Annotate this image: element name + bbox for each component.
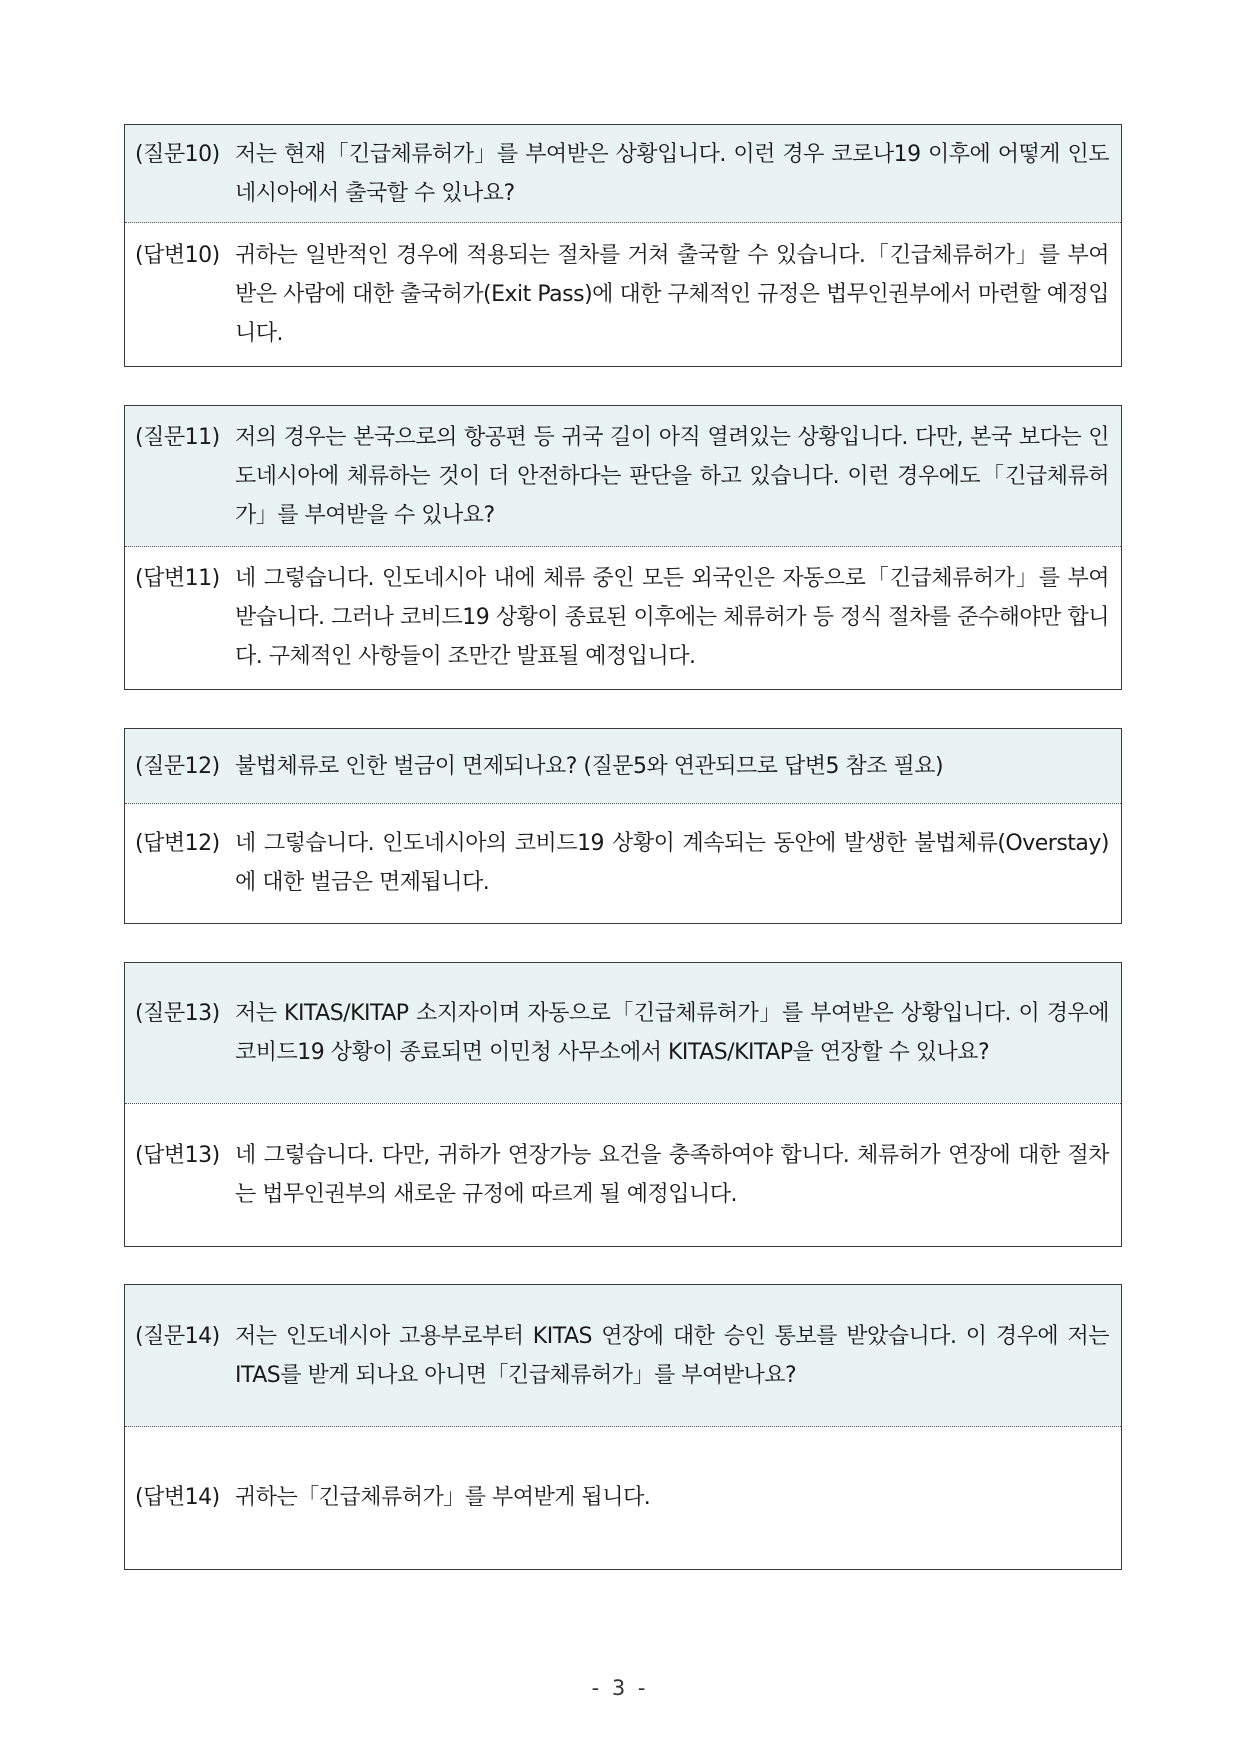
question-label: (질문14) (135, 1323, 220, 1349)
question-label: (질문13) (135, 1001, 220, 1026)
answer-12 (125, 804, 1121, 922)
answer-10 (125, 223, 1121, 365)
question-text: 불법체류로 인한 벌금이 면제되나요? (질문5와 연관되므로 답변5 참조 필요) (235, 753, 944, 779)
qa-block-12 (124, 728, 1122, 924)
qa-block-11 (124, 405, 1122, 690)
question-text: 저의 경우는 본국으로의 항공편 등 귀국 길이 아직 열려있는 상황입니다. 다만, 본국 보다는 인도네시아에 체류하는 것이 더 안전하다는 판단을 하고 있습니다. 이런 경우에도「긴급체류허가」를 부여받을 수 있나요? (235, 424, 1109, 528)
question-text: 저는 인도네시아 고용부로부터 KITAS 연장에 대한 승인 통보를 받았습니다. 이 경우에 저는 ITAS를 받게 되나요 아니면「긴급체류허가」를 부여받나요? (235, 1323, 1109, 1388)
answer-13 (125, 1104, 1121, 1245)
answer-11 (125, 547, 1121, 688)
question-text: 저는 KITAS/KITAP 소지자이며 자동으로「긴급체류허가」를 부여받은 상황입니다. 이 경우에 코비드19 상황이 종료되면 이민청 사무소에서 KITAS/KITAP을 연장할 수 있나요? (235, 1001, 1109, 1065)
answer-label: (답변10) (135, 242, 220, 268)
page-number: - 3 - (591, 1676, 649, 1700)
question-label: (질문10) (135, 141, 220, 167)
question-label: (질문11) (135, 424, 220, 450)
question-11 (125, 406, 1121, 547)
answer-text: 네 그렇습니다. 다만, 귀하가 연장가능 요건을 충족하여야 합니다. 체류허가 연장에 대한 절차는 법무인권부의 새로운 규정에 따르게 될 예정입니다. (235, 1142, 1109, 1207)
question-12 (125, 729, 1121, 804)
question-label: (질문12) (135, 753, 220, 779)
question-14 (125, 1285, 1121, 1427)
answer-14 (125, 1427, 1121, 1568)
answer-label: (답변11) (135, 566, 220, 591)
question-text: 저는 현재「긴급체류허가」를 부여받은 상황입니다. 이런 경우 코로나19 이후에 어떻게 인도네시아에서 출국할 수 있나요? (235, 141, 1109, 206)
answer-text: 귀하는 일반적인 경우에 적용되는 절차를 거쳐 출국할 수 있습니다.「긴급체류허가」를 부여받은 사람에 대한 출국허가(Exit Pass)에 대한 구체적인 규정은 법무인권부에서 마련할 예정입니다. (235, 242, 1109, 346)
answer-text: 네 그렇습니다. 인도네시아의 코비드19 상황이 계속되는 동안에 발생한 불법체류(Overstay)에 대한 벌금은 면제됩니다. (235, 831, 1109, 895)
question-13 (125, 963, 1121, 1104)
answer-text: 네 그렇습니다. 인도네시아 내에 체류 중인 모든 외국인은 자동으로「긴급체류허가」를 부여받습니다. 그러나 코비드19 상황이 종료된 이후에는 체류허가 등 정식 절차를 준수해야만 합니다. 구체적인 사항들이 조만간 발표될 예정입니다. (235, 566, 1109, 669)
answer-label: (답변13) (135, 1142, 220, 1168)
qa-block-10 (124, 124, 1122, 367)
answer-label: (답변14) (135, 1485, 220, 1510)
qa-block-13 (124, 962, 1122, 1247)
qa-block-14 (124, 1284, 1122, 1570)
answer-text: 귀하는「긴급체류허가」를 부여받게 됩니다. (235, 1485, 651, 1510)
answer-label: (답변12) (135, 831, 220, 856)
question-10 (125, 125, 1121, 223)
